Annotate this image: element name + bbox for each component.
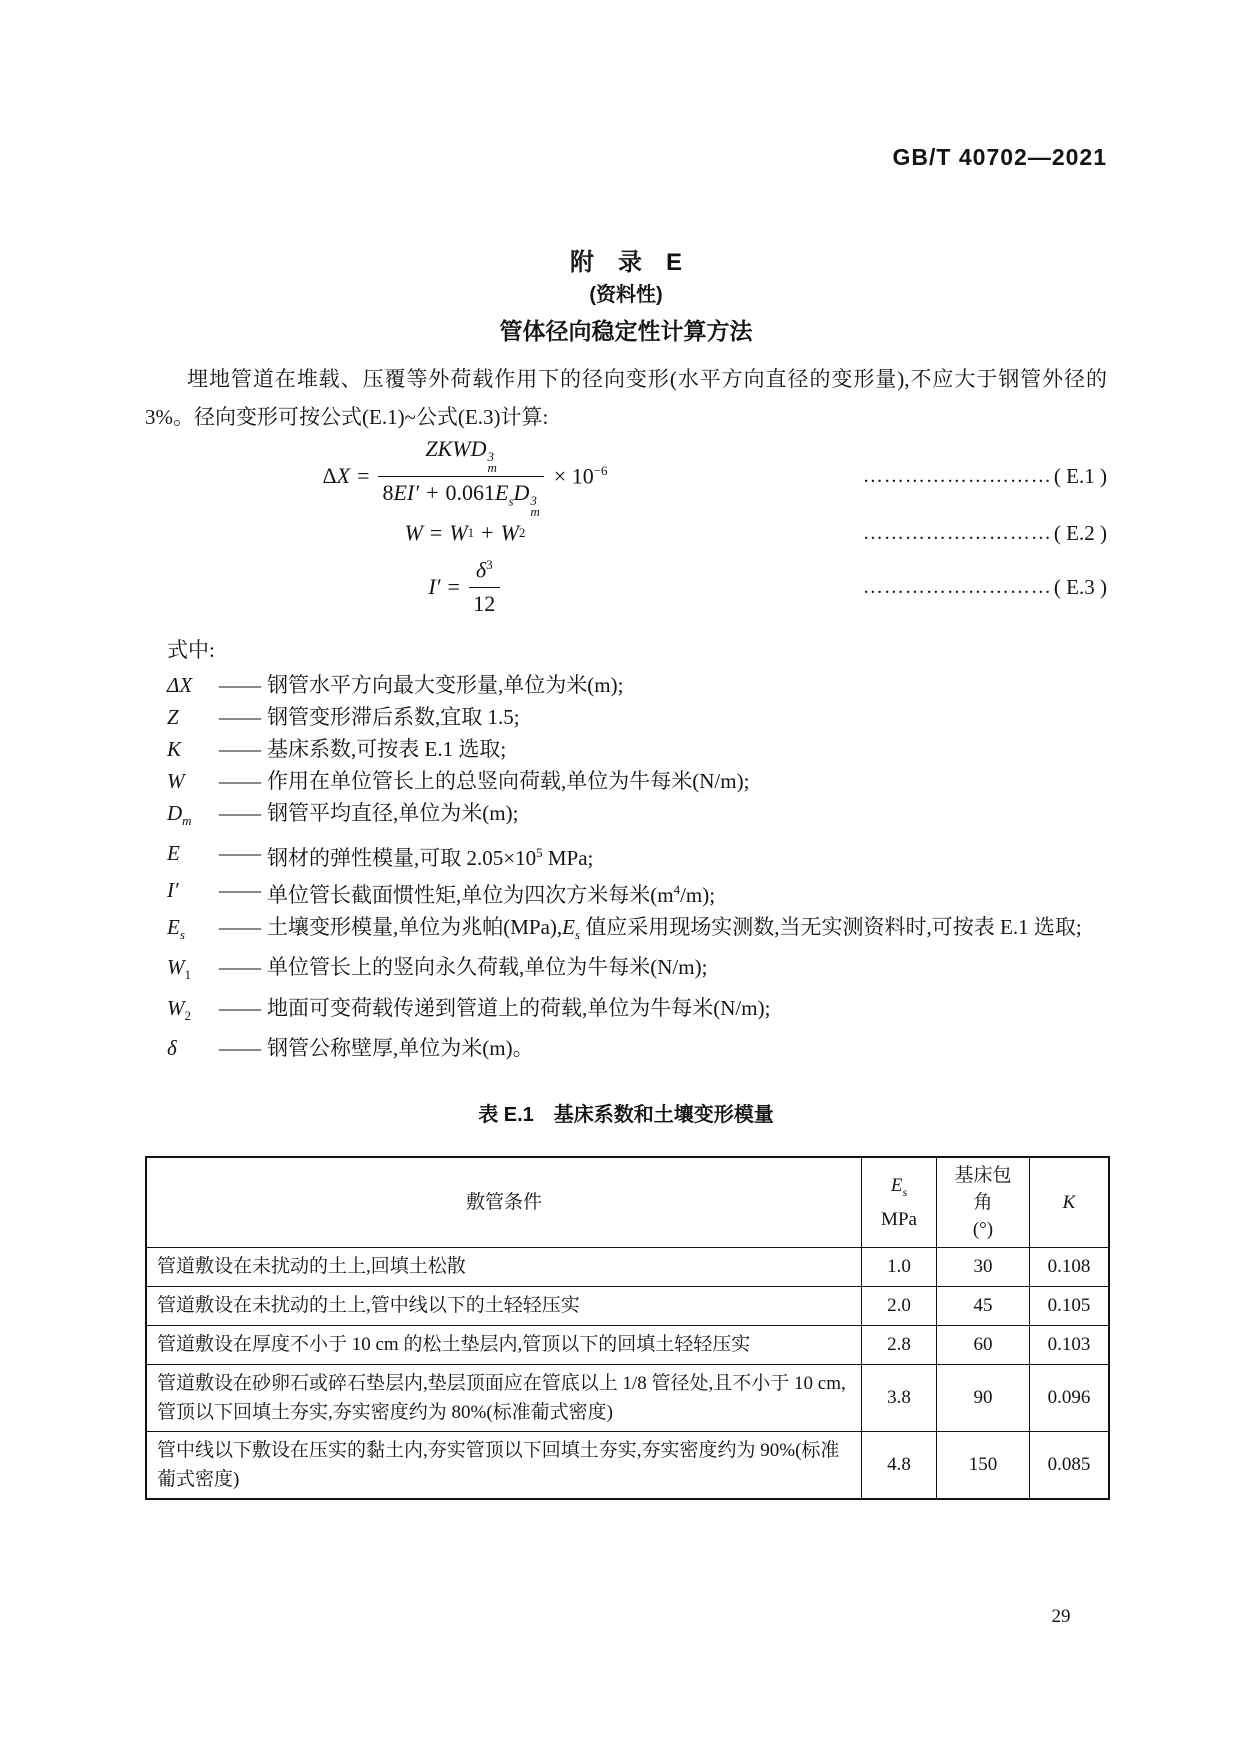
table-row: [146, 1247, 1109, 1286]
header-pipe-laying-condition: 敷管条件: [146, 1157, 862, 1248]
definition-text: 钢管公称壁厚,单位为米(m)。: [267, 1035, 534, 1060]
definition-text: 钢管平均直径,单位为米(m);: [267, 801, 519, 825]
table-title: 表 E.1 基床系数和土壤变形模量: [478, 1103, 774, 1126]
definition-text: 钢材的弹性模量,可取 $2.05\times 10^5$ MPa;: [267, 845, 594, 871]
definition-text: 单位管长截面惯性矩,单位为四次方米每米$(m^4/m)$;: [267, 882, 716, 908]
formula-e2: [145, 514, 1107, 552]
den-8: 8: [382, 479, 394, 505]
formula-e1-reference: [785, 464, 1107, 489]
symbol: K: [167, 737, 182, 761]
symbol: $E_s$: [167, 915, 185, 943]
formula-e3-fraction: [469, 557, 500, 616]
equals-sign: =: [357, 463, 370, 488]
dot-leader: ………………………: [862, 521, 1052, 544]
formula-e1-multiplier: [554, 463, 608, 489]
table-row: [146, 1431, 1109, 1499]
sub-m: m: [487, 459, 497, 475]
symbol: ΔX: [167, 673, 193, 697]
table-row: [146, 1325, 1109, 1364]
plus-sign: +: [426, 479, 439, 505]
formula-e3-denominator: 12: [473, 590, 496, 616]
den-e-sub: s: [508, 492, 514, 508]
table-header-row: [146, 1157, 1109, 1248]
equals-sign: =: [447, 573, 460, 599]
symbol: δ: [167, 1035, 177, 1060]
formula-e3-i: I′: [428, 573, 441, 599]
w1-sub: 1: [467, 525, 475, 540]
intro-paragraph: 埋地管道在堆载、压覆等外荷载作用下的径向变形(水平方向直径的变形量),不应大于钢管外径的3%。径向变形可按公式(E.1)~公式(E.3)计算:: [145, 367, 1107, 429]
formula-e2-reference: [785, 521, 1107, 546]
sup-3: 3: [487, 448, 494, 464]
dot-leader: ………………………: [862, 464, 1052, 487]
cell-k: 0.108: [1030, 1247, 1110, 1286]
definition-k: [167, 733, 1107, 765]
cell-angle: 60: [937, 1325, 1030, 1364]
den-e: E: [494, 479, 509, 505]
d-supsub: [487, 448, 497, 475]
w2-sub: 2: [518, 525, 526, 540]
cell-k: 0.096: [1030, 1364, 1110, 1431]
definition-dash: ——: [219, 915, 261, 940]
cell-condition: 管道敷设在砂卵石或碎石垫层内,垫层顶面应在管底以上 1/8 管径处,且不小于 10 cm,管顶以下回填土夯实,夯实密度约为 80%(标准葡式密度): [146, 1364, 862, 1431]
cell-condition: 管道敷设在未扰动的土上,管中线以下的土轻轻压实: [146, 1286, 862, 1325]
definition-es: [167, 911, 1107, 951]
times-10: × 10: [553, 463, 594, 489]
formula-e1-numerator: [378, 436, 543, 477]
sup-3: 3: [530, 492, 537, 508]
definition-dash: ——: [219, 801, 261, 825]
page-number: 29: [1051, 1606, 1071, 1627]
formula-e1-delta: Δ: [322, 463, 337, 488]
definitions-list: [145, 669, 1107, 1064]
formula-e1-fraction: [378, 436, 543, 517]
cell-es: 4.8: [862, 1431, 937, 1499]
symbol: E: [167, 841, 180, 866]
definition-w: [167, 765, 1107, 797]
where-label: 式中:: [167, 638, 215, 662]
formula-e3-equation: [145, 557, 785, 616]
cell-es: 3.8: [862, 1364, 937, 1431]
definition-text: 基床系数,可按表 E.1 选取;: [267, 737, 507, 761]
cell-condition: 管道敷设在未扰动的土上,回填土松散: [146, 1247, 862, 1286]
table-e1: [145, 1156, 1110, 1500]
formula-e2-w: W: [404, 520, 423, 545]
appendix-title: 附 录 E: [569, 249, 682, 276]
definition-dash: ——: [219, 673, 261, 697]
definition-z: [167, 701, 1107, 733]
formula-e1: [145, 435, 1107, 519]
cell-es: 2.0: [862, 1286, 937, 1325]
formula-e3-numerator: [469, 557, 500, 587]
dot-leader: ………………………: [862, 575, 1052, 598]
definition-text: 钢管水平方向最大变形量,单位为米(m);: [267, 673, 624, 697]
definition-text: 单位管长上的竖向永久荷载,单位为牛每米(N/m);: [267, 955, 708, 980]
definition-delta: [167, 1032, 1107, 1064]
standard-number: GB/T 40702—2021: [892, 144, 1107, 170]
formula-e3-reference: [785, 575, 1107, 600]
definition-dash: ——: [219, 737, 261, 761]
cell-angle: 90: [937, 1364, 1030, 1431]
w1: W: [449, 520, 468, 545]
cell-condition: 管中线以下敷设在压实的黏土内,夯实管顶以下回填土夯实,夯实密度约为 90%(标准葡式密度): [146, 1431, 862, 1499]
header-k: K: [1030, 1157, 1110, 1248]
cell-es: 1.0: [862, 1247, 937, 1286]
cell-condition: 管道敷设在厚度不小于 10 cm 的松土垫层内,管顶以下的回填土轻轻压实: [146, 1325, 862, 1364]
cell-angle: 30: [937, 1247, 1030, 1286]
appendix-heading: 管体径向稳定性计算方法: [499, 318, 753, 344]
header-es: $E_s$ MPa: [862, 1157, 937, 1248]
definition-dash: ——: [219, 1035, 261, 1060]
definition-delta-x: [167, 669, 1107, 701]
symbol: $D_m$: [167, 801, 192, 829]
symbol: $W_2$: [167, 995, 191, 1023]
sup-3: 3: [486, 557, 493, 573]
den-ei: EI′: [393, 479, 420, 505]
symbol: W: [167, 769, 185, 793]
definition-dash: ——: [219, 769, 261, 793]
formula-e1-label: ( E.1 ): [1053, 463, 1107, 488]
formula-e2-label: ( E.2 ): [1053, 520, 1107, 545]
den-coef: 0.061: [445, 479, 495, 505]
numerator-body: ZKWD: [425, 435, 487, 461]
formula-e1-denominator: [378, 477, 543, 517]
cell-k: 0.105: [1030, 1286, 1110, 1325]
definition-text: 土壤变形模量,单位为兆帕$(MPa),E_s$ 值应采用现场实测数,当无实测资料时,可按表 E.1 选取;: [267, 915, 1082, 943]
header-bedding-angle: 基床包角 (°): [937, 1157, 1030, 1248]
definition-dm: [167, 797, 1107, 837]
definition-text: 钢管变形滞后系数,宜取 1.5;: [267, 705, 520, 729]
cell-es: 2.8: [862, 1325, 937, 1364]
equals-sign: =: [429, 520, 443, 545]
definition-text: 地面可变荷载传递到管道上的荷载,单位为牛每米(N/m);: [267, 995, 771, 1020]
definition-w2: [167, 992, 1107, 1032]
formula-e1-equation: [145, 436, 785, 517]
appendix-subtitle: (资料性): [589, 284, 663, 306]
table-row: [146, 1286, 1109, 1325]
formula-e3-label: ( E.3 ): [1053, 574, 1107, 599]
d-supsub: [530, 492, 540, 519]
definition-text: 作用在单位管长上的总竖向荷载,单位为牛每米(N/m);: [267, 769, 750, 793]
cell-k: 0.085: [1030, 1431, 1110, 1499]
formula-e1-x: X: [336, 463, 351, 488]
symbol: Z: [167, 705, 179, 729]
formula-e3: [145, 554, 1107, 620]
formula-e2-equation: [145, 520, 785, 546]
page-content: [145, 0, 1107, 1500]
definition-dash: ——: [219, 995, 261, 1020]
definition-e: [167, 837, 1107, 874]
symbol: I′: [167, 878, 179, 903]
delta-symbol: δ: [475, 557, 487, 583]
plus-sign: +: [481, 520, 494, 545]
symbol: $W_1$: [167, 955, 191, 983]
definition-dash: ——: [219, 955, 261, 980]
cell-k: 0.103: [1030, 1325, 1110, 1364]
cell-angle: 150: [937, 1431, 1030, 1499]
w2: W: [500, 520, 519, 545]
definition-dash: ——: [219, 841, 261, 866]
sub-m: m: [530, 503, 540, 519]
den-d: D: [513, 479, 530, 505]
table-row: [146, 1364, 1109, 1431]
definition-w1: [167, 951, 1107, 991]
definition-i-prime: [167, 874, 1107, 911]
cell-angle: 45: [937, 1286, 1030, 1325]
exp-minus-6: −6: [593, 462, 608, 478]
definition-dash: ——: [219, 705, 261, 729]
definition-dash: ——: [219, 878, 261, 903]
